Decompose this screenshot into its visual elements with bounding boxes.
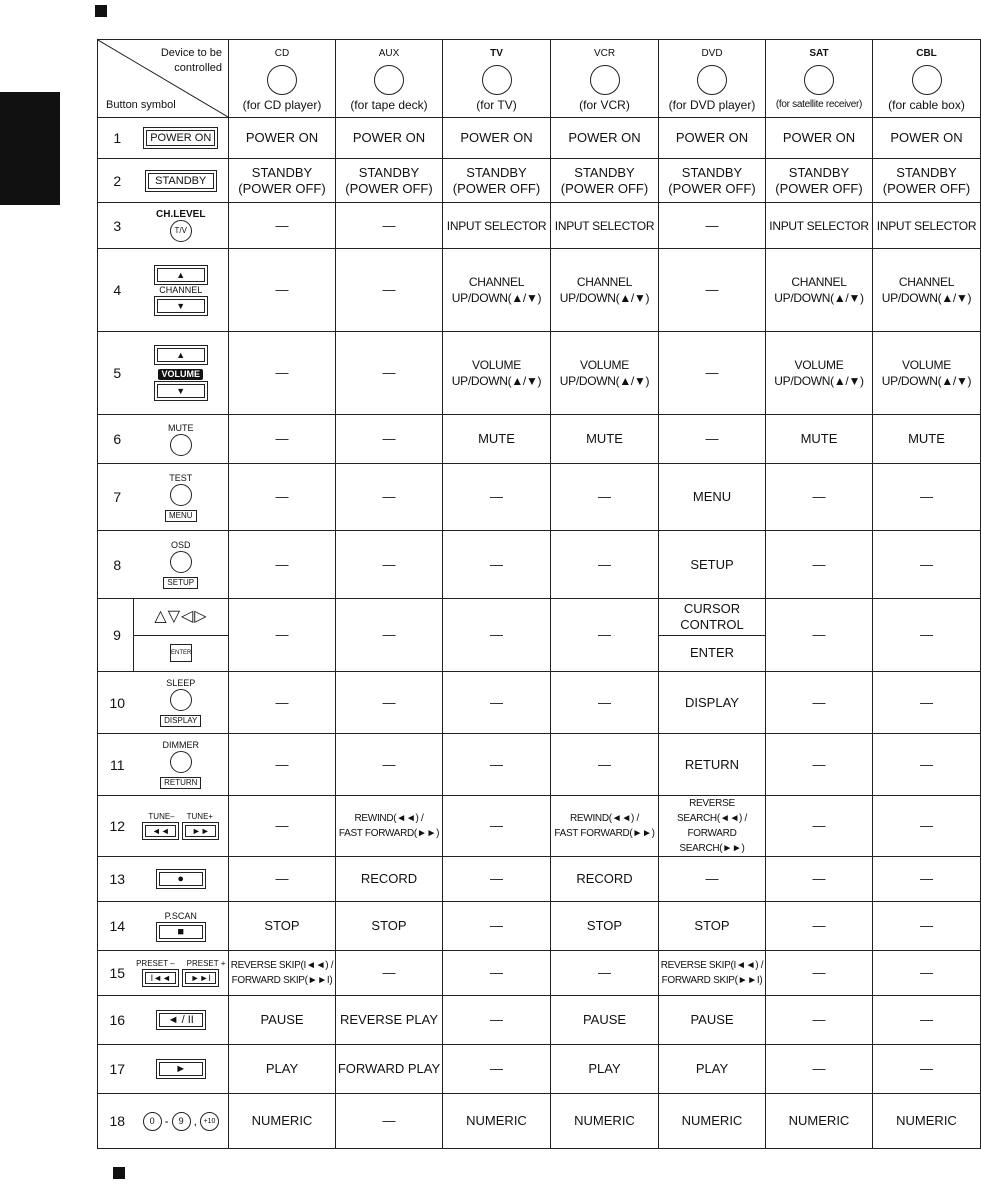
transport-key-icon: ► (156, 1059, 206, 1079)
cell-cd: — (229, 203, 336, 249)
up-key-icon: ▲ (154, 345, 208, 365)
vcr-button-icon (590, 65, 620, 95)
row-number: 8 (98, 531, 134, 599)
row-number: 15 (98, 951, 134, 996)
function-row-15 (98, 951, 981, 996)
round-key-icon (170, 751, 192, 773)
device-header-cd: CD (for CD player) (229, 40, 336, 118)
cell-tv: — (443, 672, 551, 734)
cell-tv: STANDBY (POWER OFF) (443, 159, 551, 203)
cell-aux: — (336, 951, 443, 996)
dvd-button-icon (697, 65, 727, 95)
row-number: 4 (98, 249, 134, 332)
cell-dvd: REVERSE SEARCH(◄◄) / FORWARD SEARCH(►►) (659, 796, 766, 857)
button-symbol-cell: DIMMER RETURN (134, 734, 229, 796)
cell-sat: MUTE (766, 415, 873, 464)
cell-vcr: CHANNEL UP/DOWN(▲/▼) (551, 249, 659, 332)
cell-sat: CHANNEL UP/DOWN(▲/▼) (766, 249, 873, 332)
header-row (98, 40, 981, 118)
cell-dvd: — (659, 332, 766, 415)
device-header-dvd: DVD (for DVD player) (659, 40, 766, 118)
button-symbol-cell: 0 - 9 , +10 (134, 1094, 229, 1149)
enter-text: ENTER (659, 635, 765, 672)
cell-tv: — (443, 1045, 551, 1094)
tv-toggle-round-key-icon: T/V (170, 220, 192, 242)
cell-sat: — (766, 796, 873, 857)
cell-tv: — (443, 951, 551, 996)
function-row-17 (98, 1045, 981, 1094)
cell-tv: VOLUME UP/DOWN(▲/▼) (443, 332, 551, 415)
row-number: 12 (98, 796, 134, 857)
cell-vcr: REWIND(◄◄) / FAST FORWARD(►►) (551, 796, 659, 857)
row-number: 16 (98, 996, 134, 1045)
cell-vcr: RECORD (551, 857, 659, 902)
row-number: 5 (98, 332, 134, 415)
section-marker-top (95, 5, 107, 17)
cell-vcr: INPUT SELECTOR (551, 203, 659, 249)
function-row-5 (98, 332, 981, 415)
device-header-tv: TV (for TV) (443, 40, 551, 118)
function-row-4 (98, 249, 981, 332)
cell-vcr: — (551, 531, 659, 599)
cell-aux: — (336, 332, 443, 415)
cell-sat: — (766, 734, 873, 796)
cell-cd: STANDBY (POWER OFF) (229, 159, 336, 203)
cell-cd: — (229, 332, 336, 415)
cell-vcr: PLAY (551, 1045, 659, 1094)
cell-tv: — (443, 531, 551, 599)
round-key-icon (170, 551, 192, 573)
row-number: 6 (98, 415, 134, 464)
cell-dvd: REVERSE SKIP(I◄◄) / FORWARD SKIP(►►I) (659, 951, 766, 996)
cell-tv: — (443, 599, 551, 672)
row-number: 10 (98, 672, 134, 734)
cell-vcr: — (551, 734, 659, 796)
cell-aux: — (336, 734, 443, 796)
cell-aux: — (336, 415, 443, 464)
cell-tv: — (443, 796, 551, 857)
cell-aux: POWER ON (336, 118, 443, 159)
cell-vcr: MUTE (551, 415, 659, 464)
cell-cd: — (229, 249, 336, 332)
function-row-12 (98, 796, 981, 857)
row-number: 1 (98, 118, 134, 159)
cell-aux: — (336, 249, 443, 332)
cell-vcr: VOLUME UP/DOWN(▲/▼) (551, 332, 659, 415)
cell-sat: VOLUME UP/DOWN(▲/▼) (766, 332, 873, 415)
cell-cd: STOP (229, 902, 336, 951)
cell-cd: — (229, 464, 336, 531)
cell-cd: — (229, 531, 336, 599)
cell-cd: POWER ON (229, 118, 336, 159)
button-symbol-cell: P.SCAN ■ (134, 902, 229, 951)
button-symbol-cell (134, 996, 229, 1045)
device-header-aux: AUX (for tape deck) (336, 40, 443, 118)
button-symbol-cell: CH.LEVEL T/V (134, 203, 229, 249)
cursor-control-text: CURSOR CONTROL (680, 600, 744, 632)
cell-cbl: — (873, 599, 981, 672)
cell-cbl: — (873, 734, 981, 796)
cell-dvd: — (659, 415, 766, 464)
function-row-8 (98, 531, 981, 599)
transport-key-icon: ■ (156, 922, 206, 942)
row-number: 17 (98, 1045, 134, 1094)
cell-cd: — (229, 599, 336, 672)
function-row-16 (98, 996, 981, 1045)
transport-key-icon: ● (156, 869, 206, 889)
function-row-6 (98, 415, 981, 464)
down-key-icon: ▼ (154, 296, 208, 316)
cell-aux: — (336, 599, 443, 672)
cell-cbl: NUMERIC (873, 1094, 981, 1149)
cell-vcr: STOP (551, 902, 659, 951)
cell-dvd: NUMERIC (659, 1094, 766, 1149)
row-number: 14 (98, 902, 134, 951)
cell-aux: — (336, 672, 443, 734)
row-number: 3 (98, 203, 134, 249)
cell-aux: — (336, 464, 443, 531)
cell-vcr: STANDBY (POWER OFF) (551, 159, 659, 203)
cell-cd: PAUSE (229, 996, 336, 1045)
cell-cbl: — (873, 464, 981, 531)
button-symbol-cell (134, 118, 229, 159)
button-symbol-cell (134, 599, 229, 672)
round-key-icon (170, 484, 192, 506)
cell-cbl: — (873, 1045, 981, 1094)
cell-sat: POWER ON (766, 118, 873, 159)
row-number: 13 (98, 857, 134, 902)
function-row-13 (98, 857, 981, 902)
row-number: 11 (98, 734, 134, 796)
cell-dvd: DISPLAY (659, 672, 766, 734)
cell-vcr: — (551, 951, 659, 996)
next-key-icon: ►►I (182, 969, 219, 987)
cell-aux: — (336, 1094, 443, 1149)
cbl-button-icon (912, 65, 942, 95)
cursor-arrows-icon: △▽◁▷ (154, 607, 208, 625)
cell-dvd: STANDBY (POWER OFF) (659, 159, 766, 203)
cell-cd: PLAY (229, 1045, 336, 1094)
button-symbol-cell: ▲ CHANNEL ▼ (134, 249, 229, 332)
cell-cd: — (229, 796, 336, 857)
device-header-vcr: VCR (for VCR) (551, 40, 659, 118)
function-row-2 (98, 159, 981, 203)
cell-vcr: NUMERIC (551, 1094, 659, 1149)
cell-sat: — (766, 672, 873, 734)
button-symbol-cell: MUTE (134, 415, 229, 464)
cell-vcr: — (551, 672, 659, 734)
button-symbol-label: Button symbol (106, 99, 176, 111)
button-symbol-cell (134, 857, 229, 902)
cell-dvd: SETUP (659, 531, 766, 599)
function-row-14 (98, 902, 981, 951)
section-marker-bottom (113, 1167, 125, 1179)
cell-sat: — (766, 599, 873, 672)
button-symbol-cell (134, 1045, 229, 1094)
cell-aux: — (336, 203, 443, 249)
cell-cbl: — (873, 672, 981, 734)
cell-aux: STOP (336, 902, 443, 951)
cell-dvd (659, 599, 766, 672)
cell-tv: INPUT SELECTOR (443, 203, 551, 249)
cell-dvd: PAUSE (659, 996, 766, 1045)
cell-aux: FORWARD PLAY (336, 1045, 443, 1094)
cell-dvd: STOP (659, 902, 766, 951)
button-symbol-cell: TEST MENU (134, 464, 229, 531)
remote-function-table (97, 39, 981, 1149)
cell-tv: — (443, 857, 551, 902)
num-key-9-icon: 9 (172, 1112, 191, 1131)
device-label: Device to be controlled (160, 47, 222, 74)
cd-button-icon (267, 65, 297, 95)
cell-cd: NUMERIC (229, 1094, 336, 1149)
cell-cbl: MUTE (873, 415, 981, 464)
function-row-3 (98, 203, 981, 249)
cell-sat: — (766, 857, 873, 902)
standby-key-icon: STANDBY (145, 170, 217, 192)
cell-cbl: INPUT SELECTOR (873, 203, 981, 249)
cell-tv: — (443, 734, 551, 796)
cell-aux: REWIND(◄◄) / FAST FORWARD(►►) (336, 796, 443, 857)
next-key-icon: ►► (182, 822, 219, 840)
button-symbol-cell: TUNE– TUNE+ ◄◄ ►► (134, 796, 229, 857)
power-on-key-icon: POWER ON (143, 127, 218, 149)
cell-aux: STANDBY (POWER OFF) (336, 159, 443, 203)
num-key-plus10-icon: +10 (200, 1112, 219, 1131)
row-number: 2 (98, 159, 134, 203)
row-number: 7 (98, 464, 134, 531)
cell-vcr: — (551, 599, 659, 672)
cell-tv: NUMERIC (443, 1094, 551, 1149)
button-symbol-cell (134, 159, 229, 203)
function-row-10 (98, 672, 981, 734)
round-key-icon (170, 434, 192, 456)
cell-tv: POWER ON (443, 118, 551, 159)
prev-key-icon: ◄◄ (142, 822, 179, 840)
device-header-cbl: CBL (for cable box) (873, 40, 981, 118)
cell-cd: — (229, 857, 336, 902)
up-key-icon: ▲ (154, 265, 208, 285)
button-symbol-cell: PRESET – PRESET + I◄◄ ►►I (134, 951, 229, 996)
cell-sat: — (766, 902, 873, 951)
function-row-9 (98, 599, 981, 672)
transport-key-icon: ◄ / II (156, 1010, 206, 1030)
cell-cbl: POWER ON (873, 118, 981, 159)
cell-vcr: — (551, 464, 659, 531)
button-symbol-cell: OSD SETUP (134, 531, 229, 599)
row-number: 18 (98, 1094, 134, 1149)
cell-tv: CHANNEL UP/DOWN(▲/▼) (443, 249, 551, 332)
prev-key-icon: I◄◄ (142, 969, 179, 987)
cell-dvd: POWER ON (659, 118, 766, 159)
cell-sat: — (766, 996, 873, 1045)
sat-button-icon (804, 65, 834, 95)
cell-dvd: — (659, 203, 766, 249)
cell-cbl: STANDBY (POWER OFF) (873, 159, 981, 203)
row-number: 9 (98, 599, 134, 672)
cell-tv: — (443, 996, 551, 1045)
num-key-0-icon: 0 (143, 1112, 162, 1131)
button-symbol-cell: SLEEP DISPLAY (134, 672, 229, 734)
cell-cbl: — (873, 796, 981, 857)
cell-tv: MUTE (443, 415, 551, 464)
round-key-icon (170, 689, 192, 711)
cell-cbl: VOLUME UP/DOWN(▲/▼) (873, 332, 981, 415)
cell-dvd: RETURN (659, 734, 766, 796)
cell-sat: — (766, 1045, 873, 1094)
corner-cell (98, 40, 229, 118)
cell-dvd: — (659, 249, 766, 332)
cell-cbl: — (873, 951, 981, 996)
cell-tv: — (443, 902, 551, 951)
function-row-18 (98, 1094, 981, 1149)
aux-button-icon (374, 65, 404, 95)
cell-sat: — (766, 531, 873, 599)
tv-button-icon (482, 65, 512, 95)
cell-cd: REVERSE SKIP(I◄◄) / FORWARD SKIP(►►I) (229, 951, 336, 996)
cell-tv: — (443, 464, 551, 531)
cell-cbl: — (873, 996, 981, 1045)
page-side-tab (0, 92, 60, 205)
cell-sat: NUMERIC (766, 1094, 873, 1149)
cell-sat: — (766, 951, 873, 996)
cell-cd: — (229, 734, 336, 796)
cell-aux: RECORD (336, 857, 443, 902)
cell-vcr: POWER ON (551, 118, 659, 159)
device-header-sat: SAT (for satellite receiver) (766, 40, 873, 118)
cell-cd: — (229, 672, 336, 734)
button-symbol-cell: ▲ VOLUME ▼ (134, 332, 229, 415)
cell-cd: — (229, 415, 336, 464)
cell-dvd: MENU (659, 464, 766, 531)
function-row-1 (98, 118, 981, 159)
cell-aux: — (336, 531, 443, 599)
cell-cbl: — (873, 531, 981, 599)
cell-sat: — (766, 464, 873, 531)
down-key-icon: ▼ (154, 381, 208, 401)
cell-cbl: CHANNEL UP/DOWN(▲/▼) (873, 249, 981, 332)
cell-cbl: — (873, 902, 981, 951)
cell-sat: INPUT SELECTOR (766, 203, 873, 249)
cell-dvd: — (659, 857, 766, 902)
cell-sat: STANDBY (POWER OFF) (766, 159, 873, 203)
cell-cbl: — (873, 857, 981, 902)
cell-dvd: PLAY (659, 1045, 766, 1094)
function-row-7 (98, 464, 981, 531)
cell-vcr: PAUSE (551, 996, 659, 1045)
cell-aux: REVERSE PLAY (336, 996, 443, 1045)
function-row-11 (98, 734, 981, 796)
enter-key-icon: ENTER (170, 644, 192, 662)
